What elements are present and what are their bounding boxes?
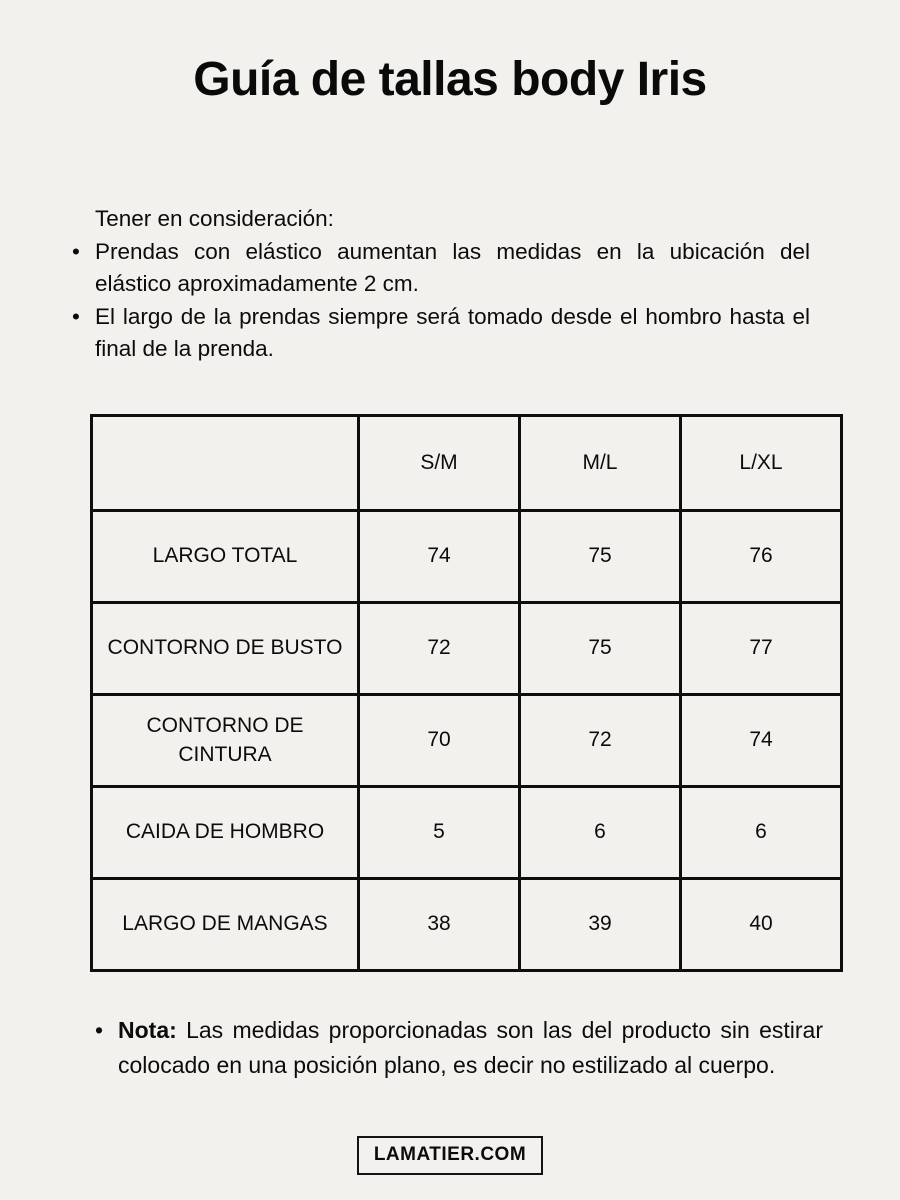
considerations-section bbox=[68, 203, 810, 366]
size-header-sm: S/M bbox=[359, 416, 520, 511]
considerations-heading: Tener en consideración: bbox=[95, 206, 334, 231]
row-label: LARGO TOTAL bbox=[92, 511, 359, 603]
cell-value: 6 bbox=[681, 787, 842, 879]
cell-value: 75 bbox=[520, 511, 681, 603]
note-section bbox=[95, 1013, 823, 1083]
table-row bbox=[92, 787, 842, 879]
size-guide-table bbox=[90, 414, 843, 972]
cell-value: 76 bbox=[681, 511, 842, 603]
brand-box: LAMATIER.COM bbox=[357, 1136, 543, 1175]
cell-value: 40 bbox=[681, 879, 842, 971]
considerations-list bbox=[68, 236, 810, 366]
cell-value: 77 bbox=[681, 603, 842, 695]
cell-value: 74 bbox=[681, 695, 842, 787]
note-item bbox=[95, 1013, 823, 1083]
size-header-ml: M/L bbox=[520, 416, 681, 511]
cell-value: 74 bbox=[359, 511, 520, 603]
note-text: Las medidas proporcionadas son las del producto sin estirar colocado en una posición plano, es decir no estilizado al cuerpo. bbox=[118, 1017, 823, 1078]
table-row bbox=[92, 695, 842, 787]
row-label: CAIDA DE HOMBRO bbox=[92, 787, 359, 879]
footer bbox=[0, 1136, 900, 1175]
cell-value: 39 bbox=[520, 879, 681, 971]
row-label: CONTORNO DE CINTURA bbox=[92, 695, 359, 787]
cell-value: 6 bbox=[520, 787, 681, 879]
size-header-lxl: L/XL bbox=[681, 416, 842, 511]
bullet-item: • El largo de la prendas siempre será tomado desde el hombro hasta el final de la prenda. bbox=[68, 301, 810, 366]
table-row bbox=[92, 511, 842, 603]
table-row bbox=[92, 879, 842, 971]
cell-value: 72 bbox=[520, 695, 681, 787]
cell-value: 70 bbox=[359, 695, 520, 787]
row-label: CONTORNO DE BUSTO bbox=[92, 603, 359, 695]
page-title: Guía de tallas body Iris bbox=[193, 53, 707, 106]
table-header-row bbox=[92, 416, 842, 511]
note-list bbox=[95, 1013, 823, 1083]
cell-value: 75 bbox=[520, 603, 681, 695]
cell-value: 72 bbox=[359, 603, 520, 695]
note-label: Nota: bbox=[118, 1017, 177, 1043]
table-corner-cell bbox=[92, 416, 359, 511]
bullet-item: • Prendas con elástico aumentan las medidas en la ubicación del elástico aproximadamente 2 cm. bbox=[68, 236, 810, 301]
cell-value: 38 bbox=[359, 879, 520, 971]
row-label: LARGO DE MANGAS bbox=[92, 879, 359, 971]
table-row bbox=[92, 603, 842, 695]
cell-value: 5 bbox=[359, 787, 520, 879]
